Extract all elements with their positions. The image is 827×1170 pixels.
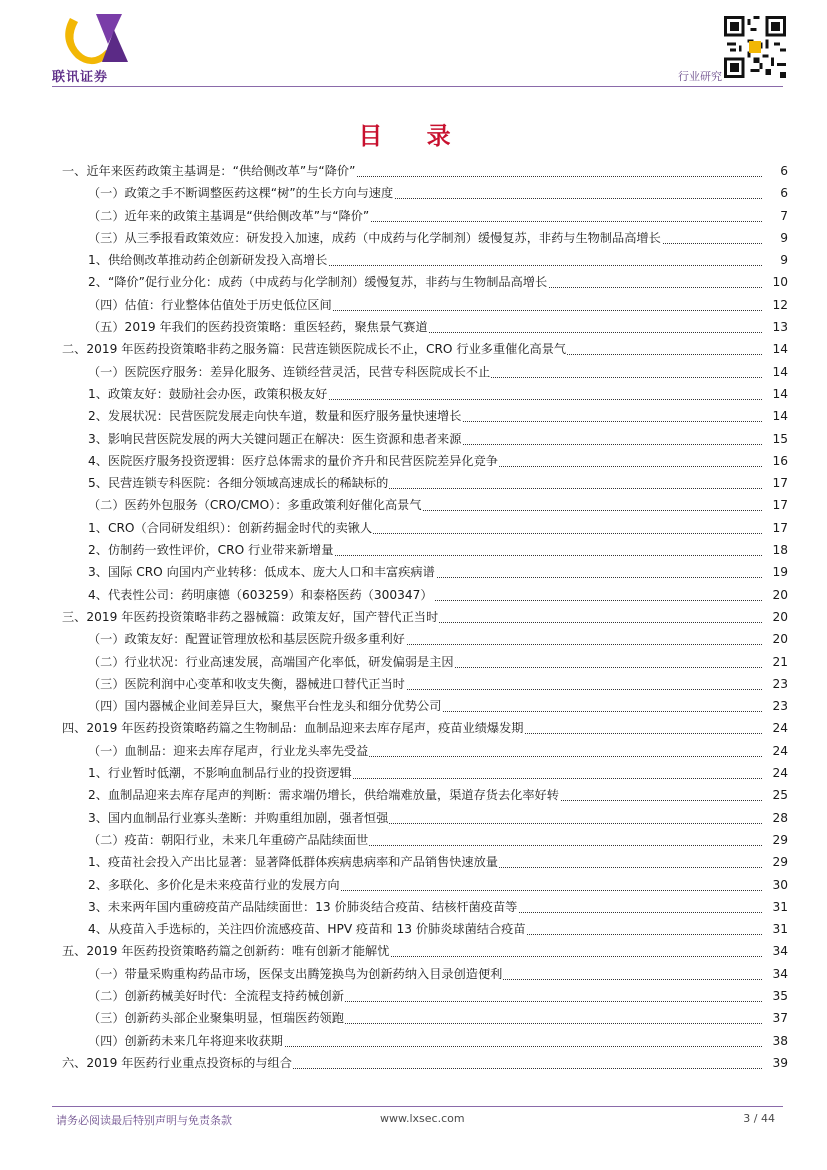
toc-entry-page: 37 (770, 1007, 788, 1029)
toc-entry-page: 19 (770, 561, 788, 583)
website-link[interactable]: www.lxsec.com (380, 1112, 465, 1125)
toc-entry-page: 18 (770, 539, 788, 561)
toc-entry-title[interactable]: 1、行业暂时低潮，不影响血制品行业的投资逻辑 (88, 762, 353, 784)
toc-entry-title[interactable]: 3、未来两年国内重磅疫苗产品陆续面世：13 价肺炎结合疫苗、结核杆菌疫苗等 (88, 896, 518, 918)
toc-entry-title[interactable]: 二、2019 年医药投资策略非药之服务篇：民营连锁医院成长不止，CRO 行业多重催化高景气 (62, 338, 567, 360)
toc-entry-page: 21 (770, 651, 788, 673)
toc-entry-page: 20 (770, 606, 788, 628)
header-divider (52, 86, 783, 87)
toc-entry-title[interactable]: 3、影响民营医院发展的两大关键问题正在解决：医生资源和患者来源 (88, 428, 462, 450)
toc-entry-title[interactable]: 六、2019 年医药行业重点投资标的与组合 (62, 1052, 293, 1074)
toc-entry-page: 38 (770, 1030, 788, 1052)
toc-entry-title[interactable]: （二）疫苗：朝阳行业，未来几年重磅产品陆续面世 (88, 829, 369, 851)
company-name: 联讯证券 (52, 70, 109, 85)
toc-entry-page: 29 (770, 829, 788, 851)
toc-entry-title[interactable]: 1、政策友好：鼓励社会办医，政策积极友好 (88, 383, 328, 405)
toc-entry-page: 30 (770, 874, 788, 896)
toc-entry-title[interactable]: （三）医院利润中心变革和收支失衡，器械进口替代正当时 (88, 673, 406, 695)
toc-entry-page: 16 (770, 450, 788, 472)
toc-entry-page: 14 (770, 361, 788, 383)
toc-entry-page: 6 (778, 160, 788, 182)
toc-entry-title[interactable]: （三）创新药头部企业聚集明显，恒瑞医药领跑 (88, 1007, 345, 1029)
toc-entry-title[interactable]: 2、多联化、多价化是未来疫苗行业的发展方向 (88, 874, 341, 896)
toc-entry[interactable] (62, 1052, 788, 1074)
toc-entry-page: 25 (770, 784, 788, 806)
toc-entry-title[interactable]: 2、“降价”促行业分化：成药（中成药与化学制剂）缓慢复苏，非药与生物制品高增长 (88, 271, 548, 293)
toc-entry-page: 34 (770, 940, 788, 962)
toc-entry-page: 9 (778, 249, 788, 271)
toc-entry-page: 31 (770, 896, 788, 918)
toc-entry-title[interactable]: 2、仿制药一致性评价，CRO 行业带来新增量 (88, 539, 334, 561)
toc-entry-page: 34 (770, 963, 788, 985)
toc-entry-page: 23 (770, 695, 788, 717)
toc-entry-page: 15 (770, 428, 788, 450)
toc-entry-title[interactable]: （三）从三季报看政策效应：研发投入加速，成药（中成药与化学制剂）缓慢复苏，非药与生物制品高增长 (88, 227, 662, 249)
toc-entry-page: 28 (770, 807, 788, 829)
toc-entry-title[interactable]: 3、国内血制品行业寡头垄断：并购重组加剧，强者恒强 (88, 807, 389, 829)
toc-entry-title[interactable]: （二）创新药械美好时代：全流程支持药械创新 (88, 985, 345, 1007)
toc-entry-title[interactable]: 4、代表性公司：药明康德（603259）和泰格医药（300347） (88, 584, 434, 606)
page-title: 目 录 (358, 122, 469, 150)
toc-entry-page: 24 (770, 740, 788, 762)
toc-entry-title[interactable]: 1、CRO（合同研发组织）：创新药掘金时代的卖锹人 (88, 517, 373, 539)
toc-entry-title[interactable]: （一）医院医疗服务：差异化服务、连锁经营灵活，民营专科医院成长不止 (88, 361, 491, 383)
toc-entry-title[interactable]: 2、血制品迎来去库存尾声的判断：需求端仍增长，供给端难放量，渠道存货去化率好转 (88, 784, 560, 806)
toc-entry-page: 31 (770, 918, 788, 940)
toc-entry-page: 23 (770, 673, 788, 695)
toc-entry-title[interactable]: （一）带量采购重构药品市场，医保支出腾笼换鸟为创新药纳入目录创造便利 (88, 963, 503, 985)
toc-entry-title[interactable]: （二）行业状况：行业高速发展，高端国产化率低，研发偏弱是主因 (88, 651, 455, 673)
disclaimer-notice: 请务必阅读最后特别声明与免责条款 (56, 1114, 232, 1127)
toc-entry-title[interactable]: 2、发展状况：民营医院发展走向快车道，数量和医疗服务量快速增长 (88, 405, 462, 427)
toc-entry-title[interactable]: （四）国内器械企业间差异巨大，聚焦平台性龙头和细分优势公司 (88, 695, 442, 717)
toc-entry-page: 6 (778, 182, 788, 204)
toc-entry-title[interactable]: 4、从疫苗入手选标的，关注四价流感疫苗、HPV 疫苗和 13 价肺炎球菌结合疫苗 (88, 918, 527, 940)
toc-entry-title[interactable]: （一）政策之手不断调整医药这棵“树”的生长方向与速度 (88, 182, 394, 204)
toc-entry-page: 39 (770, 1052, 788, 1074)
toc-entry-page: 35 (770, 985, 788, 1007)
toc-entry-page: 14 (770, 405, 788, 427)
toc-entry-title[interactable]: （二）近年来的政策主基调是“供给侧改革”与“降价” (88, 205, 370, 227)
qr-code-icon (724, 16, 786, 78)
toc-entry-page: 20 (770, 584, 788, 606)
toc-entry-title[interactable]: 1、供给侧改革推动药企创新研发投入高增长 (88, 249, 328, 271)
toc-entry-page: 9 (778, 227, 788, 249)
footer-divider (52, 1106, 783, 1107)
toc-entry-page: 17 (770, 517, 788, 539)
toc-entry-title[interactable]: （二）医药外包服务（CRO/CMO）：多重政策利好催化高景气 (88, 494, 423, 516)
toc-entry-page: 24 (770, 762, 788, 784)
toc-entry-title[interactable]: 4、医院医疗服务投资逻辑：医疗总体需求的量价齐升和民营医院差异化竞争 (88, 450, 499, 472)
toc-entry-title[interactable]: 五、2019 年医药投资策略药篇之创新药：唯有创新才能解忧 (62, 940, 390, 962)
toc-entry-page: 12 (770, 294, 788, 316)
toc-entry-title[interactable]: （四）估值：行业整体估值处于历史低位区间 (88, 294, 333, 316)
toc-entry-title[interactable]: （一）政策友好：配置证管理放松和基层医院升级多重利好 (88, 628, 406, 650)
toc-entry-title[interactable]: （四）创新药未来几年将迎来收获期 (88, 1030, 284, 1052)
page-number: 3 / 44 (743, 1112, 775, 1125)
toc-entry-title[interactable]: 3、国际 CRO 向国内产业转移：低成本、庞大人口和丰富疾病谱 (88, 561, 436, 583)
table-of-contents (62, 160, 788, 1074)
toc-entry-page: 17 (770, 472, 788, 494)
toc-entry-page: 14 (770, 383, 788, 405)
toc-entry-title[interactable]: 三、2019 年医药投资策略非药之器械篇：政策友好，国产替代正当时 (62, 606, 439, 628)
toc-entry-title[interactable]: （一）血制品：迎来去库存尾声，行业龙头率先受益 (88, 740, 369, 762)
toc-entry-title[interactable]: 1、疫苗社会投入产出比显著：显著降低群体疾病患病率和产品销售快速放量 (88, 851, 499, 873)
toc-entry-title[interactable]: （五）2019 年我们的医药投资策略：重医轻药，聚焦景气赛道 (88, 316, 429, 338)
toc-entry-page: 20 (770, 628, 788, 650)
report-category: 行业研究 (678, 70, 722, 83)
toc-entry-page: 13 (770, 316, 788, 338)
toc-entry-page: 7 (778, 205, 788, 227)
toc-entry-page: 10 (770, 271, 788, 293)
toc-entry-title[interactable]: 四、2019 年医药投资策略药篇之生物制品：血制品迎来去库存尾声，疫苗业绩爆发期 (62, 717, 524, 739)
toc-entry-title[interactable]: 一、近年来医药政策主基调是：“供给侧改革”与“降价” (62, 160, 356, 182)
toc-entry-page: 17 (770, 494, 788, 516)
toc-entry-page: 29 (770, 851, 788, 873)
toc-entry-page: 14 (770, 338, 788, 360)
toc-entry-title[interactable]: 5、民营连锁专科医院：各细分领域高速成长的稀缺标的 (88, 472, 389, 494)
toc-entry-page: 24 (770, 717, 788, 739)
